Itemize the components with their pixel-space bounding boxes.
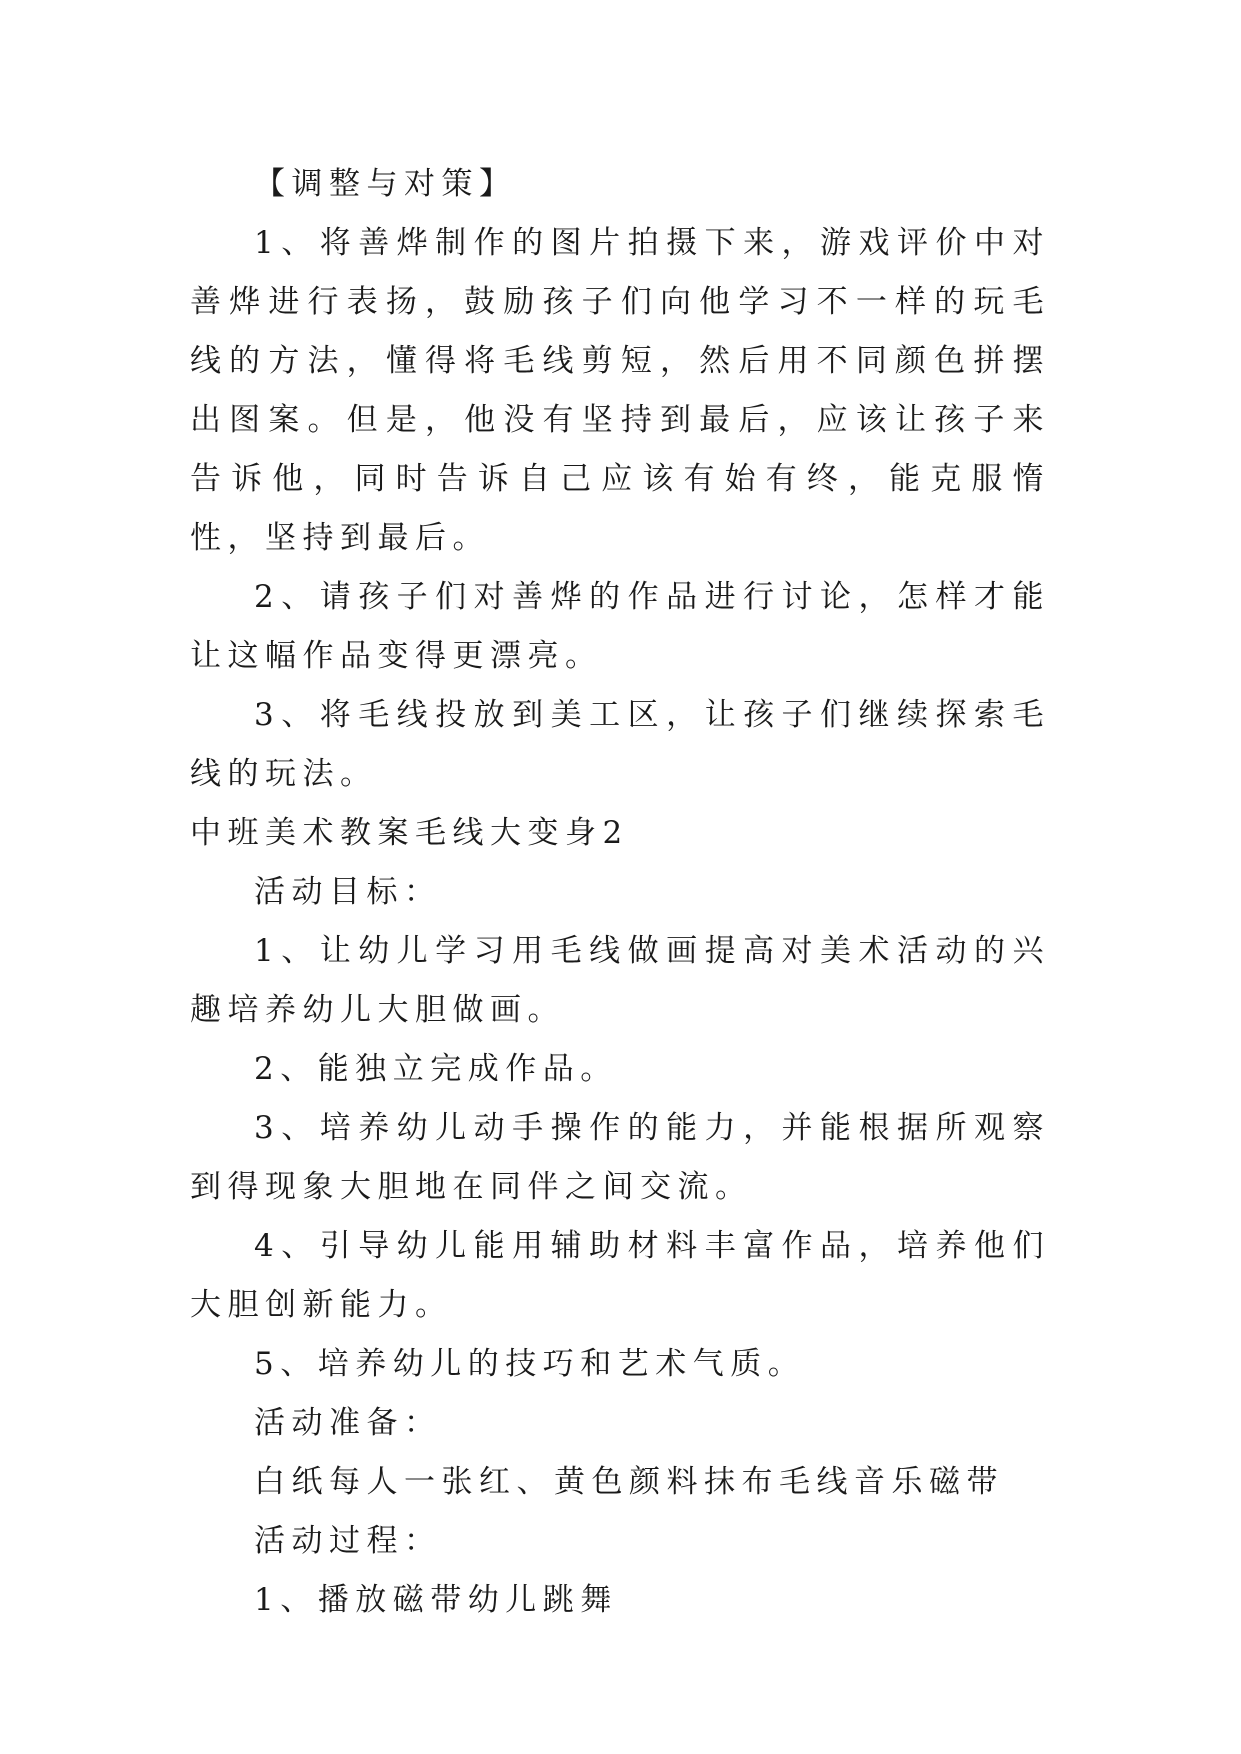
document-body bbox=[190, 155, 1050, 1630]
paragraph: 1、将善烨制作的图片拍摄下来，游戏评价中对善烨进行表扬，鼓励孩子们向他学习不一样的玩毛线的方法，懂得将毛线剪短，然后用不同颜色拼摆出图案。但是，他没有坚持到最后，应该让孩子来告诉他，同时告诉自己应该有始有终，能克服惰性，坚持到最后。 bbox=[190, 225, 1050, 556]
goal-item: 1、让幼儿学习用毛线做画提高对美术活动的兴趣培养幼儿大胆做画。 bbox=[190, 933, 1050, 1028]
preparation-text: 白纸每人一张红、黄色颜料抹布毛线音乐磁带 bbox=[254, 1464, 1004, 1500]
goal-item: 4、引导幼儿能用辅助材料丰富作品，培养他们大胆创新能力。 bbox=[190, 1228, 1050, 1323]
goal-item: 2、能独立完成作品。 bbox=[254, 1051, 618, 1087]
process-heading: 活动过程： bbox=[254, 1523, 442, 1559]
preparation-heading: 活动准备： bbox=[254, 1405, 442, 1441]
goal-item: 5、培养幼儿的技巧和艺术气质。 bbox=[254, 1346, 806, 1382]
section-heading: 【调整与对策】 bbox=[254, 166, 517, 202]
goal-item: 3、培养幼儿动手操作的能力，并能根据所观察到得现象大胆地在同伴之间交流。 bbox=[190, 1110, 1050, 1205]
lesson-title: 中班美术教案毛线大变身2 bbox=[190, 815, 629, 851]
process-item: 1、播放磁带幼儿跳舞 bbox=[254, 1582, 618, 1618]
goals-heading: 活动目标： bbox=[254, 874, 442, 910]
paragraph: 2、请孩子们对善烨的作品进行讨论，怎样才能让这幅作品变得更漂亮。 bbox=[190, 579, 1050, 674]
paragraph: 3、将毛线投放到美工区，让孩子们继续探索毛线的玩法。 bbox=[190, 697, 1050, 792]
